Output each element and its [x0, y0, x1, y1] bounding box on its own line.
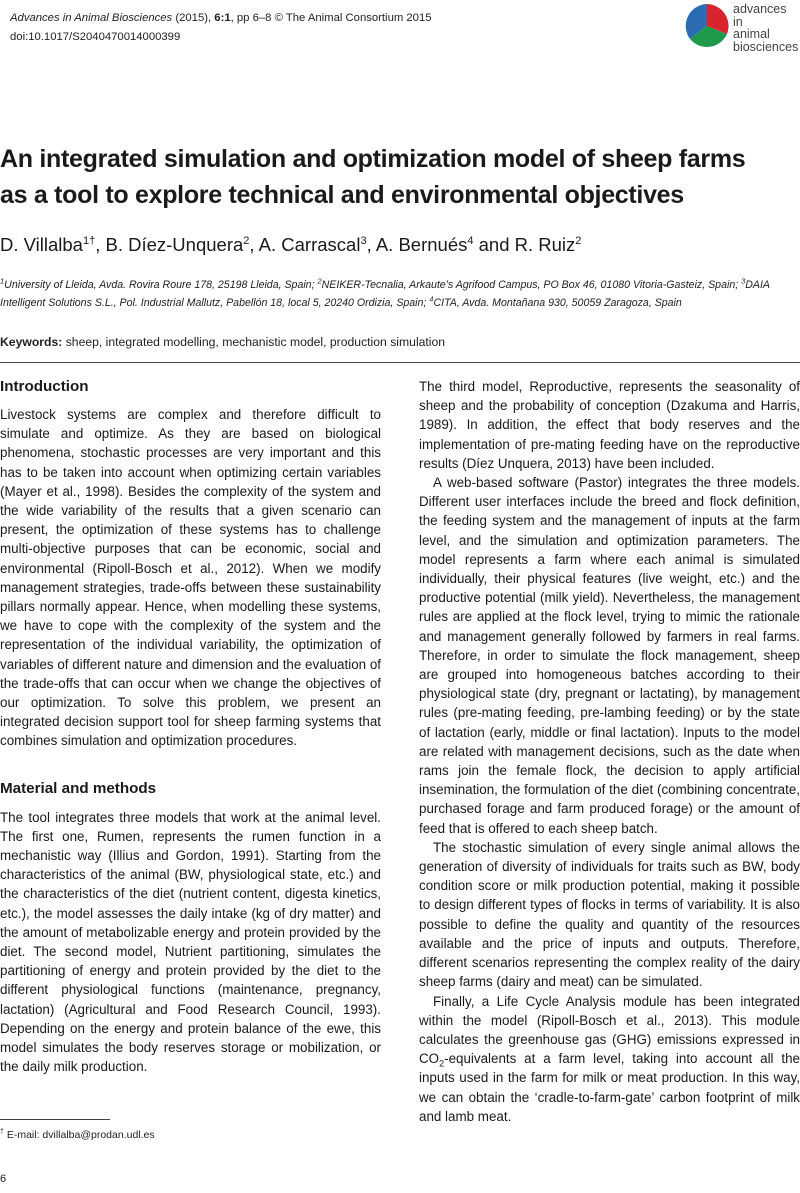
doi[interactable]: doi:10.1017/S2040470014000399 [10, 31, 181, 43]
pages-copyright: , pp 6–8 © The Animal Consortium 2015 [230, 12, 432, 24]
author-affil-mark: 1† [82, 234, 96, 247]
right-column [419, 377, 800, 1126]
introduction-paragraph: Livestock systems are complex and therefore difficult to simulate and optimize. As they are based on biological phenomena, stochastic processes are very important and this has to be taken into account when optimizing certain variables (Mayer et al., 1998). Besides the complexity of the system and the wide variability of the results that a given scenario can present, the optimization of these systems has to challenge multi-objective purposes that can be economic, social and environmental (Ripoll-Bosch et al., 2012). When we modify management strategies, trade-offs between these sustainability pillars normally appear. Hence, when modelling these systems, we have to cope with the complexity of the system and the representation of the individual variability, the optimization of variables of different nature and dimension and the evaluation of the trade-offs that can occur when we change the objectives of our optimization. To solve this problem, we present an integrated decision support tool for sheep farming systems that combines simulation and optimization procedures. [0, 407, 381, 749]
logo-line-1: advances in [733, 2, 787, 29]
author-affil-mark: 4 [467, 234, 474, 247]
journal-name: Advances in Animal Biosciences [10, 12, 173, 24]
affil-text: CITA, Avda. Montañana 930, 50059 Zaragoza, Spain [433, 297, 682, 309]
logo-circle-icon [684, 3, 730, 49]
affiliations [0, 276, 800, 312]
title-line-1: An integrated simulation and optimization model of sheep farms [0, 145, 746, 173]
volume-issue: 6:1 [214, 12, 231, 24]
article-title [0, 141, 800, 213]
body-paragraph: A web-based software (Pastor) integrates the three models. Different user interfaces include the breed and flock definition, the feeding system and the management of inputs at the farm level, and the simulation and optimization parameters. The model represents a farm where each animal is simulated individually, their physical features (live weight, etc.) and the productive potential (milk yield). Nevertheless, the management rules are applied at the flock level, trying to mimic the rationale and management generally followed by farmers in real farms. Therefore, in order to simulate the flock management, sheep are grouped into homogeneous batches according to their physiological state (dry, pregnant or lactating), by management rules (pre-mating feeding, pre-lambing feeding) or by the state of lactation (early, middle or final lactation). Inputs to the model are related with management decisions, such as the date when rams join the female flock, the decision to apply artificial insemination, the formulation of the diet (combining concentrate, purchased forage and farm produced forage) or the amount of feed that is offered to each sheep batch. [419, 475, 800, 836]
citation-line [10, 9, 432, 28]
journal-logo [684, 2, 799, 54]
author-affil-mark: 3 [360, 234, 367, 247]
footnote [0, 1128, 155, 1142]
author-list [0, 233, 581, 257]
title-line-2: as a tool to explore technical and environmental objectives [0, 181, 684, 209]
affiliation-line-1 [0, 276, 800, 294]
logo-line-3: biosciences [733, 39, 799, 54]
affil-mark: 2 [317, 276, 322, 286]
affil-mark: 4 [429, 294, 434, 304]
logo-text [733, 3, 798, 53]
methods-paragraph: The tool integrates three models that work at the animal level. The first one, Rumen, represents the rumen function in a mechanistic way (Illius and Gordon, 1991). Starting from the characteristics of the animal (BW, physiological state, etc.) and the characteristics of the diet (nutrient content, digesta kinetics, etc.), the model assesses the daily intake (kg of dry matter) and the amount of metabolizable energy and protein provided by the diet. The second model, Nutrient partitioning, simulates the partitioning of energy and protein provided by the diet to the different physiological functions (maintenance, pregnancy, lactation) (Agricultural and Food Research Council, 1993). Depending on the energy and protein balance of the ewe, this model simulates the body reserves storage or mobilization, or the daily milk production. [0, 809, 381, 1075]
affil-mark: 3 [741, 276, 746, 286]
author-name: and R. Ruiz [473, 234, 576, 255]
footnote-mark: † [0, 1128, 4, 1136]
affil-mark: 1 [0, 276, 5, 286]
body-text: Finally, a Life Cycle Analysis module has been integrated within the model (Ripoll-Bosch et al., 2013). This module calculates the greenhouse gas (GHG) emissions expressed in CO [419, 993, 800, 1067]
subscript: 2 [439, 1058, 445, 1069]
affiliation-line-2 [0, 294, 800, 312]
left-column [0, 377, 381, 1077]
footnote-email[interactable]: E-mail: dvillalba@prodan.udl.es [3, 1129, 155, 1141]
author-affil-mark: 2 [575, 234, 582, 247]
page-number: 6 [0, 1173, 7, 1185]
logo-line-2: animal [733, 27, 770, 41]
affil-text: DAIA [745, 279, 770, 291]
affil-text: University of Lleida, Avda. Rovira Roure 178, 25198 Lleida, Spain; [4, 279, 318, 291]
author-affil-mark: 2 [243, 234, 250, 247]
author-name: , A. Carrascal [249, 234, 361, 255]
section-heading-introduction: Introduction [0, 378, 89, 395]
citation-year: (2015), [172, 12, 215, 24]
author-name: , B. Díez-Unquera [95, 234, 244, 255]
body-paragraph [419, 992, 800, 1126]
keywords-label: Keywords: [0, 335, 63, 349]
author-name: D. Villalba [0, 234, 83, 255]
body-text: -equivalents at a farm level, taking into account all the inputs used in the farm for milk or meat production. In this way, we can obtain the ‘cradle-to-farm-gate’ carbon footprint of milk and lamb meat. [419, 1051, 800, 1124]
keywords-text: sheep, integrated modelling, mechanistic model, production simulation [62, 335, 446, 349]
divider [0, 362, 800, 363]
footnote-divider [0, 1119, 110, 1120]
journal-header [10, 9, 432, 47]
section-heading-methods: Material and methods [0, 779, 157, 797]
author-name: , A. Bernués [366, 234, 468, 255]
body-paragraph: The third model, Reproductive, represents the seasonality of sheep and the probability of conception (Dzakuma and Harris, 1989). In addition, the effect that body reserves and the implementation of pre-mating feeding have on the reproductive results (Díez Unquera, 2013) have been included. [419, 379, 800, 471]
body-paragraph: The stochastic simulation of every single animal allows the generation of diversity of individuals for traits such as BW, body condition score or milk production potential, making it possible to design different types of flocks in terms of variability. It is also possible to define the quality and quantity of the resources available and the price of inputs and outputs. Therefore, different scenarios representing the complex reality of the dairy sheep farms (dairy and meat) can be simulated. [419, 839, 800, 990]
affil-text: Intelligent Solutions S.L., Pol. Industrial Mallutz, Pabellón 18, local 5, 20240 Ordizia, Spain; [0, 297, 430, 309]
affil-text: NEIKER-Tecnalia, Arkaute’s Agrifood Campus, PO Box 46, 01080 Vitoria-Gasteiz, Spain; [321, 279, 742, 291]
keywords [0, 333, 445, 351]
